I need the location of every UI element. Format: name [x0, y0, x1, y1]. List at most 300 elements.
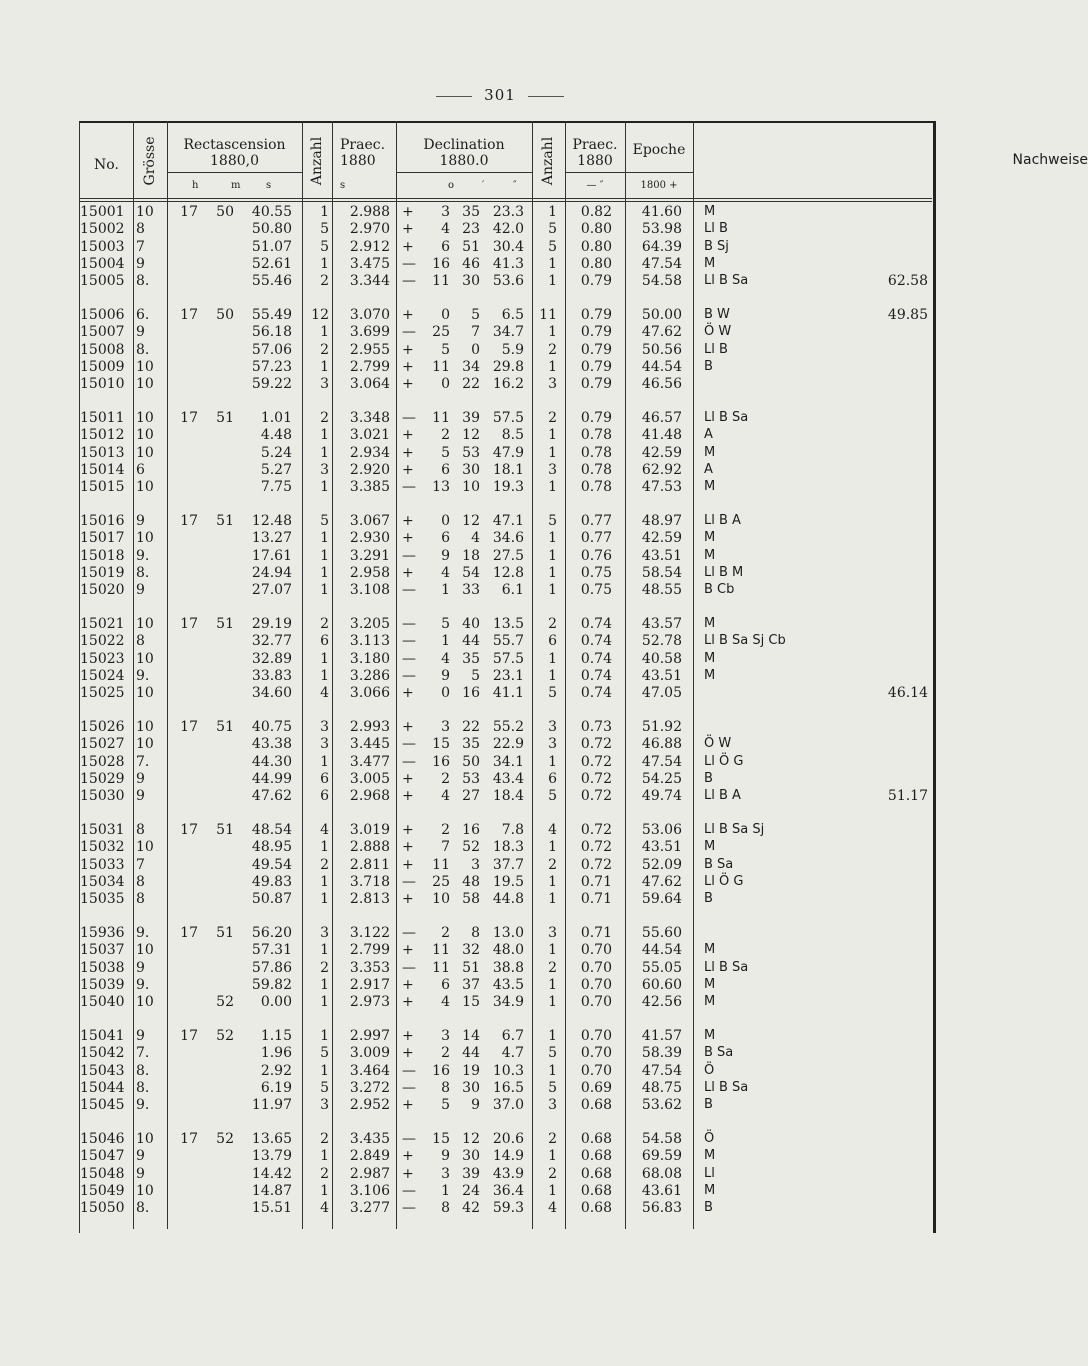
dec-precession-cell: 0.76 [580, 547, 612, 564]
dec-degrees-cell: 16 [432, 1062, 450, 1079]
ra-obs-count-cell: 1 [320, 839, 329, 856]
dec-sign-cell: + [402, 719, 414, 735]
references-cell: B [704, 770, 713, 786]
dec-degrees-cell: 15 [432, 736, 450, 753]
dec-arcsec-cell: 57.5 [492, 650, 524, 667]
ra-hours-cell: 17 [180, 1028, 198, 1044]
epoch-cell: 47.53 [641, 479, 682, 496]
ra-seconds-cell: 5.27 [260, 461, 292, 478]
dec-arcsec-cell: 37.0 [492, 1097, 524, 1114]
praec-dec-subheader-rule [565, 172, 625, 173]
epoch-cell: 41.48 [641, 427, 682, 444]
ra-obs-count-cell: 1 [320, 358, 329, 375]
dec-degrees-cell: 2 [441, 1045, 450, 1062]
magnitude-cell: 9 [136, 1165, 145, 1182]
dec-precession-cell: 0.70 [580, 1045, 612, 1062]
references-cell: B Sj [704, 238, 729, 254]
dec-sign-cell: + [402, 530, 414, 547]
dec-arcmin-cell: 4 [471, 530, 480, 547]
dec-arcsec-cell: 57.5 [492, 410, 524, 426]
dec-arcsec-cell: 19.5 [492, 873, 524, 890]
magnitude-cell: 9 [136, 1028, 145, 1044]
ra-seconds-cell: 55.49 [251, 307, 292, 323]
ra-obs-count-cell: 1 [320, 994, 329, 1011]
ra-precession-cell: 3.122 [349, 925, 390, 941]
note-value-cell: 62.58 [887, 273, 928, 290]
epoch-cell: 55.60 [641, 925, 682, 941]
dec-sign-cell: + [402, 1028, 414, 1044]
magnitude-cell: 9 [136, 770, 145, 787]
dec-obs-count-cell: 5 [548, 1079, 557, 1096]
dec-arcsec-cell: 55.2 [492, 719, 524, 735]
dec-arcsec-cell: 36.4 [492, 1182, 524, 1199]
dec-arcsec-cell: 7.8 [501, 822, 524, 838]
dec-arcmin-cell: 32 [462, 942, 480, 959]
dec-arcsec-cell: 8.5 [501, 427, 524, 444]
dec-arcmin-cell: 5 [471, 667, 480, 684]
star-number-cell: 15005 [80, 273, 125, 290]
ra-precession-cell: 2.799 [349, 358, 390, 375]
magnitude-cell: 10 [136, 736, 154, 753]
ra-precession-cell: 2.952 [349, 1097, 390, 1114]
dec-sign-cell: + [402, 856, 414, 873]
dec-obs-count-cell: 5 [548, 788, 557, 805]
ra-seconds-cell: 13.79 [251, 1148, 292, 1165]
dec-precession-cell: 0.72 [580, 736, 612, 753]
dec-obs-count-cell: 4 [548, 822, 557, 838]
star-number-cell: 15011 [80, 410, 125, 426]
dec-degrees-cell: 11 [432, 942, 450, 959]
references-cell: Ll B [704, 221, 728, 237]
epoch-cell: 41.60 [641, 204, 682, 220]
ra-precession-cell: 3.205 [349, 616, 390, 632]
ra-seconds-cell: 14.42 [251, 1165, 292, 1182]
ra-hours-cell: 17 [180, 204, 198, 220]
dec-degrees-cell: 6 [441, 461, 450, 478]
magnitude-cell: 8. [136, 341, 150, 358]
dec-obs-count-cell: 2 [548, 341, 557, 358]
ra-seconds-cell: 5.24 [260, 444, 292, 461]
magnitude-cell: 8 [136, 822, 145, 838]
table-row [0, 788, 1000, 808]
header-praec-ra: Praec. [340, 137, 386, 153]
ra-seconds-cell: 49.54 [251, 856, 292, 873]
dec-precession-cell: 0.70 [580, 994, 612, 1011]
dec-arcsec-cell: 38.8 [492, 959, 524, 976]
ra-seconds-cell: 1.01 [260, 410, 292, 426]
ra-seconds-cell: 49.83 [251, 873, 292, 890]
dec-precession-cell: 0.70 [580, 942, 612, 959]
dec-sign-cell: + [402, 1097, 414, 1114]
dec-arcsec-cell: 13.0 [492, 925, 524, 941]
dec-precession-cell: 0.70 [580, 1062, 612, 1079]
references-cell: B [704, 358, 713, 374]
dec-sign-cell: + [402, 976, 414, 993]
dec-degrees-cell: 11 [432, 273, 450, 290]
table-row [0, 1200, 1000, 1220]
dec-arcmin-cell: 40 [462, 616, 480, 632]
dec-obs-count-cell: 1 [548, 839, 557, 856]
dec-arcmin-cell: 50 [462, 753, 480, 770]
star-number-cell: 15028 [80, 753, 125, 770]
epoch-cell: 54.58 [641, 273, 682, 290]
dec-precession-cell: 0.80 [580, 238, 612, 255]
references-cell: B W [704, 307, 730, 322]
ra-seconds-cell: 29.19 [251, 616, 292, 632]
ra-minutes-cell: 51 [216, 616, 234, 632]
dec-sign-cell: — [402, 582, 416, 599]
dec-obs-count-cell: 1 [548, 255, 557, 272]
ra-obs-count-cell: 3 [320, 925, 329, 941]
star-number-cell: 15044 [80, 1079, 125, 1096]
dec-arcmin-cell: 23 [462, 221, 480, 238]
ra-seconds-cell: 1.96 [260, 1045, 292, 1062]
epoch-cell: 43.57 [641, 616, 682, 632]
dec-arcsec-cell: 5.9 [501, 341, 524, 358]
dec-precession-cell: 0.77 [580, 530, 612, 547]
ra-obs-count-cell: 1 [320, 1028, 329, 1044]
dec-obs-count-cell: 1 [548, 942, 557, 959]
ra-obs-count-cell: 5 [320, 513, 329, 529]
dec-degrees-cell: 10 [432, 891, 450, 908]
star-number-cell: 15045 [80, 1097, 125, 1114]
references-cell: B Sa [704, 1045, 734, 1061]
dec-degrees-cell: 5 [441, 341, 450, 358]
dec-sign-cell: — [402, 650, 416, 667]
magnitude-cell: 8 [136, 221, 145, 238]
dec-arcsec-cell: 13.5 [492, 616, 524, 632]
ra-precession-cell: 3.180 [349, 650, 390, 667]
ra-seconds-cell: 44.30 [251, 753, 292, 770]
dec-obs-count-cell: 1 [548, 427, 557, 444]
dec-arcsec-cell: 47.1 [492, 513, 524, 529]
magnitude-cell: 10 [136, 410, 154, 426]
epoch-cell: 58.39 [641, 1045, 682, 1062]
magnitude-cell: 9 [136, 582, 145, 599]
dec-degrees-cell: 5 [441, 444, 450, 461]
dec-obs-count-cell: 2 [548, 1131, 557, 1147]
dec-arcmin-cell: 19 [462, 1062, 480, 1079]
dec-degrees-cell: 3 [441, 204, 450, 220]
references-cell: M [704, 976, 716, 992]
magnitude-cell: 10 [136, 650, 154, 667]
header-ra-seconds: s [266, 180, 272, 191]
dec-sign-cell: + [402, 513, 414, 529]
dec-obs-count-cell: 1 [548, 1182, 557, 1199]
star-number-cell: 15022 [80, 633, 125, 650]
references-cell: Ll B A [704, 788, 741, 804]
dec-degrees-cell: 2 [441, 925, 450, 941]
ra-obs-count-cell: 3 [320, 461, 329, 478]
dec-sign-cell: + [402, 238, 414, 255]
epoch-cell: 47.54 [641, 1062, 682, 1079]
epoch-cell: 40.58 [641, 650, 682, 667]
ra-precession-cell: 3.348 [349, 410, 390, 426]
dec-sign-cell: + [402, 307, 414, 323]
epoch-cell: 43.51 [641, 839, 682, 856]
dec-precession-cell: 0.80 [580, 221, 612, 238]
dec-sign-cell: — [402, 1079, 416, 1096]
dec-arcmin-cell: 5 [471, 307, 480, 323]
magnitude-cell: 9 [136, 324, 145, 341]
star-number-cell: 15009 [80, 358, 125, 375]
dec-arcsec-cell: 34.7 [492, 324, 524, 341]
dec-obs-count-cell: 1 [548, 358, 557, 375]
ra-obs-count-cell: 3 [320, 736, 329, 753]
dec-precession-cell: 0.74 [580, 616, 612, 632]
dec-degrees-cell: 1 [441, 633, 450, 650]
epoch-cell: 42.56 [641, 994, 682, 1011]
star-number-cell: 15021 [80, 616, 125, 632]
note-value-cell: 46.14 [887, 685, 928, 702]
dec-precession-cell: 0.79 [580, 376, 612, 393]
header-dec-arcmin: ′ [482, 180, 485, 191]
epoch-cell: 53.62 [641, 1097, 682, 1114]
ra-seconds-cell: 55.46 [251, 273, 292, 290]
magnitude-cell: 10 [136, 719, 154, 735]
star-number-cell: 15030 [80, 788, 125, 805]
dec-precession-cell: 0.68 [580, 1182, 612, 1199]
dec-obs-count-cell: 1 [548, 273, 557, 290]
ra-subheader-rule [167, 172, 302, 173]
dec-precession-cell: 0.78 [580, 461, 612, 478]
header-bottom-rule-double [79, 201, 932, 202]
ra-seconds-cell: 33.83 [251, 667, 292, 684]
ra-obs-count-cell: 6 [320, 770, 329, 787]
dec-obs-count-cell: 2 [548, 856, 557, 873]
ra-precession-cell: 3.475 [349, 255, 390, 272]
dec-sign-cell: — [402, 633, 416, 650]
references-cell: Ll B Sa Sj Cb [704, 633, 786, 649]
references-cell: M [704, 667, 716, 683]
dec-precession-cell: 0.75 [580, 564, 612, 581]
references-cell: M [704, 994, 716, 1010]
ra-minutes-cell: 50 [216, 204, 234, 220]
dec-sign-cell: + [402, 822, 414, 838]
ra-seconds-cell: 57.86 [251, 959, 292, 976]
ra-hours-cell: 17 [180, 822, 198, 838]
dec-arcsec-cell: 20.6 [492, 1131, 524, 1147]
header-bottom-rule [79, 198, 932, 199]
dec-arcmin-cell: 30 [462, 461, 480, 478]
star-number-cell: 15031 [80, 822, 125, 838]
ra-precession-cell: 2.917 [349, 976, 390, 993]
dec-degrees-cell: 13 [432, 479, 450, 496]
dec-precession-cell: 0.68 [580, 1148, 612, 1165]
magnitude-cell: 8. [136, 1079, 150, 1096]
dec-obs-count-cell: 6 [548, 633, 557, 650]
epoch-cell: 44.54 [641, 942, 682, 959]
ra-obs-count-cell: 1 [320, 444, 329, 461]
dec-obs-count-cell: 3 [548, 461, 557, 478]
ra-obs-count-cell: 2 [320, 616, 329, 632]
star-number-cell: 15026 [80, 719, 125, 735]
dec-arcmin-cell: 35 [462, 650, 480, 667]
header-ra-epoch: 1880,0 [210, 153, 259, 169]
dec-arcmin-cell: 3 [471, 856, 480, 873]
dec-arcmin-cell: 34 [462, 358, 480, 375]
table-row [0, 479, 1000, 499]
dec-precession-cell: 0.79 [580, 358, 612, 375]
references-cell: M [704, 942, 716, 958]
ra-seconds-cell: 50.87 [251, 891, 292, 908]
references-cell: M [704, 1148, 716, 1164]
ra-seconds-cell: 17.61 [251, 547, 292, 564]
references-cell: A [704, 427, 713, 443]
dec-sign-cell: + [402, 994, 414, 1011]
dec-precession-cell: 0.72 [580, 856, 612, 873]
ra-obs-count-cell: 2 [320, 959, 329, 976]
ra-minutes-cell: 50 [216, 307, 234, 323]
ra-minutes-cell: 51 [216, 719, 234, 735]
references-cell: Ll B Sa [704, 273, 749, 289]
magnitude-cell: 9. [136, 547, 150, 564]
epoch-cell: 54.25 [641, 770, 682, 787]
dec-sign-cell: + [402, 839, 414, 856]
ra-seconds-cell: 6.19 [260, 1079, 292, 1096]
star-number-cell: 15035 [80, 891, 125, 908]
dec-arcmin-cell: 30 [462, 273, 480, 290]
dec-sign-cell: — [402, 410, 416, 426]
ra-precession-cell: 3.272 [349, 1079, 390, 1096]
magnitude-cell: 8. [136, 1062, 150, 1079]
ra-obs-count-cell: 1 [320, 547, 329, 564]
dec-arcsec-cell: 19.3 [492, 479, 524, 496]
header-no: No. [94, 157, 119, 173]
dec-arcmin-cell: 14 [462, 1028, 480, 1044]
dec-arcsec-cell: 34.1 [492, 753, 524, 770]
epoch-cell: 47.05 [641, 685, 682, 702]
ra-precession-cell: 3.021 [349, 427, 390, 444]
header-praec-ra-unit: s [340, 180, 346, 191]
dec-arcsec-cell: 48.0 [492, 942, 524, 959]
dec-sign-cell: — [402, 1200, 416, 1217]
references-cell: B Sa [704, 856, 734, 872]
dec-sign-cell: — [402, 273, 416, 290]
dec-arcsec-cell: 42.0 [492, 221, 524, 238]
dec-precession-cell: 0.68 [580, 1097, 612, 1114]
ra-obs-count-cell: 1 [320, 1062, 329, 1079]
dec-obs-count-cell: 3 [548, 719, 557, 735]
dec-degrees-cell: 4 [441, 994, 450, 1011]
dec-precession-cell: 0.74 [580, 650, 612, 667]
dec-arcsec-cell: 23.1 [492, 667, 524, 684]
ra-precession-cell: 3.066 [349, 685, 390, 702]
ra-hours-cell: 17 [180, 1131, 198, 1147]
ra-obs-count-cell: 2 [320, 273, 329, 290]
dec-arcmin-cell: 22 [462, 376, 480, 393]
ra-precession-cell: 3.385 [349, 479, 390, 496]
dec-precession-cell: 0.68 [580, 1165, 612, 1182]
dec-degrees-cell: 11 [432, 410, 450, 426]
magnitude-cell: 7 [136, 856, 145, 873]
star-number-cell: 15008 [80, 341, 125, 358]
epoch-cell: 47.54 [641, 255, 682, 272]
dec-arcmin-cell: 15 [462, 994, 480, 1011]
ra-precession-cell: 2.993 [349, 719, 390, 735]
dec-obs-count-cell: 5 [548, 1045, 557, 1062]
epoch-cell: 55.05 [641, 959, 682, 976]
dec-arcmin-cell: 51 [462, 238, 480, 255]
references-cell: Ö W [704, 324, 732, 340]
dec-obs-count-cell: 2 [548, 616, 557, 632]
ra-obs-count-cell: 2 [320, 856, 329, 873]
magnitude-cell: 10 [136, 1131, 154, 1147]
ra-precession-cell: 2.912 [349, 238, 390, 255]
ra-hours-cell: 17 [180, 616, 198, 632]
epoch-cell: 42.59 [641, 530, 682, 547]
epoch-cell: 43.51 [641, 667, 682, 684]
table-row [0, 685, 1000, 705]
dec-arcsec-cell: 27.5 [492, 547, 524, 564]
dec-sign-cell: + [402, 358, 414, 375]
dec-arcsec-cell: 41.3 [492, 255, 524, 272]
ra-precession-cell: 3.286 [349, 667, 390, 684]
epoch-cell: 56.83 [641, 1200, 682, 1217]
ra-obs-count-cell: 1 [320, 479, 329, 496]
references-cell: M [704, 204, 716, 219]
page-number [0, 86, 1000, 104]
epoch-cell: 59.64 [641, 891, 682, 908]
dec-obs-count-cell: 5 [548, 685, 557, 702]
dec-arcmin-cell: 12 [462, 427, 480, 444]
page-number-right-rule [528, 96, 564, 97]
ra-seconds-cell: 56.18 [251, 324, 292, 341]
ra-precession-cell: 3.445 [349, 736, 390, 753]
ra-obs-count-cell: 1 [320, 891, 329, 908]
ra-obs-count-cell: 4 [320, 685, 329, 702]
dec-degrees-cell: 4 [441, 221, 450, 238]
references-cell: M [704, 530, 716, 546]
dec-precession-cell: 0.74 [580, 667, 612, 684]
dec-arcmin-cell: 46 [462, 255, 480, 272]
references-cell: Ö [704, 1131, 715, 1146]
epoch-cell: 49.74 [641, 788, 682, 805]
ra-seconds-cell: 52.61 [251, 255, 292, 272]
dec-degrees-cell: 25 [432, 873, 450, 890]
ra-obs-count-cell: 1 [320, 873, 329, 890]
dec-sign-cell: — [402, 873, 416, 890]
references-cell: M [704, 444, 716, 460]
dec-precession-cell: 0.79 [580, 410, 612, 426]
ra-seconds-cell: 57.23 [251, 358, 292, 375]
ra-obs-count-cell: 6 [320, 633, 329, 650]
header-dec-arcsec: ″ [513, 180, 517, 191]
dec-obs-count-cell: 3 [548, 925, 557, 941]
dec-degrees-cell: 8 [441, 1079, 450, 1096]
references-cell: Ö W [704, 736, 732, 752]
ra-precession-cell: 3.108 [349, 582, 390, 599]
dec-arcmin-cell: 51 [462, 959, 480, 976]
dec-obs-count-cell: 1 [548, 547, 557, 564]
dec-obs-count-cell: 1 [548, 873, 557, 890]
dec-sign-cell: + [402, 444, 414, 461]
dec-arcsec-cell: 16.5 [492, 1079, 524, 1096]
references-cell: Ll B A [704, 513, 741, 528]
ra-obs-count-cell: 3 [320, 1097, 329, 1114]
dec-sign-cell: — [402, 736, 416, 753]
ra-obs-count-cell: 5 [320, 238, 329, 255]
ra-precession-cell: 2.973 [349, 994, 390, 1011]
references-cell: M [704, 255, 716, 271]
dec-obs-count-cell: 3 [548, 1097, 557, 1114]
dec-obs-count-cell: 5 [548, 513, 557, 529]
ra-seconds-cell: 13.65 [251, 1131, 292, 1147]
star-number-cell: 15047 [80, 1148, 125, 1165]
magnitude-cell: 10 [136, 204, 154, 220]
dec-arcmin-cell: 39 [462, 410, 480, 426]
dec-precession-cell: 0.79 [580, 307, 612, 323]
